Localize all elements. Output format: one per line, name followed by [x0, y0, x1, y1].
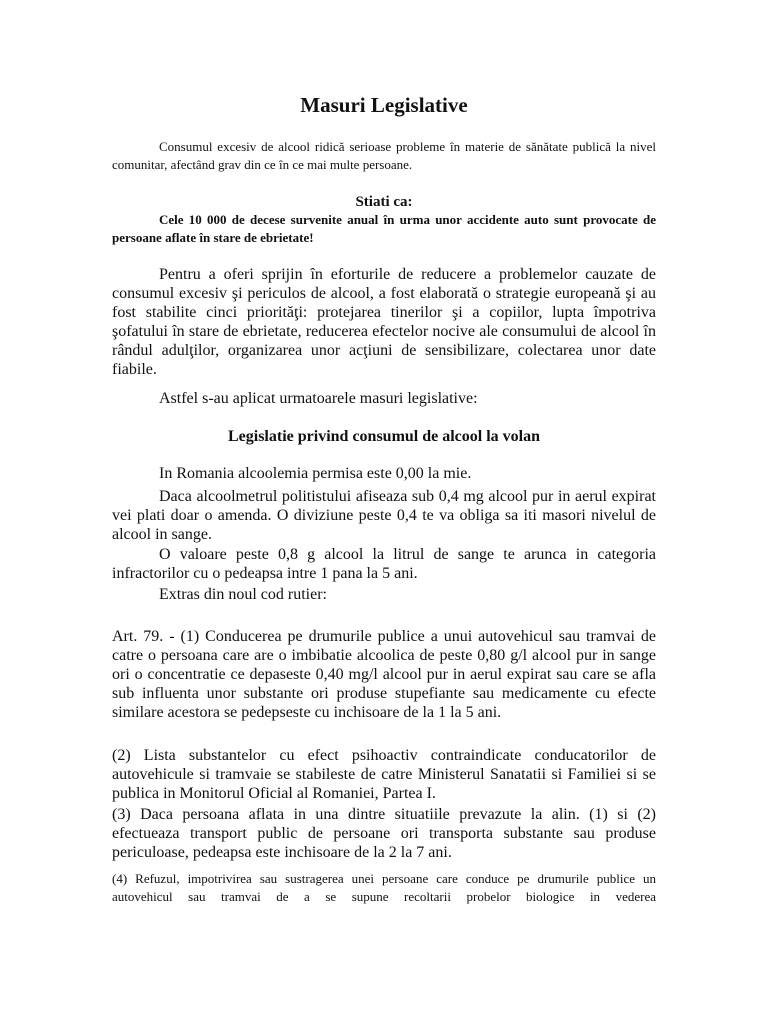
measures-intro-text: Astfel s-au aplicat urmatoarele masuri legislative:	[159, 390, 478, 407]
stiati-text: Cele 10 000 de decese survenite anual în urma unor accidente auto sunt provocate de persoane aflate în stare de ebrietate!	[112, 212, 656, 245]
valoare-paragraph	[112, 545, 656, 583]
romania-text: In Romania alcoolemia permisa este 0,00 la mie.	[159, 465, 472, 482]
extras-text: Extras din noul cod rutier:	[159, 586, 327, 603]
article-79-paragraph-2: (2) Lista substantelor cu efect psihoactiv contraindicate conducatorilor de autovehicule si tramvaie se stabileste de catre Ministerul Sanatatii si Familiei si se publica in Monitorul Oficial al Romaniei, Partea I.	[112, 747, 656, 802]
alcoolmetru-text: Daca alcoolmetrul politistului afiseaza sub 0,4 mg alcool pur in aerul expirat vei plati doar o amenda. O diviziune peste 0,4 te va obliga sa iti masori nivelul de alcool in sange.	[112, 488, 656, 543]
romania-paragraph	[112, 464, 656, 483]
page-title: Masuri Legislative	[300, 93, 468, 117]
article-79-paragraph-4: (4) Refuzul, impotrivirea sau sustragerea unei persoane care conduce pe drumurile publice un autovehicul sau tramvai de a se supune recoltarii probelor biologice in vederea	[112, 871, 656, 904]
article-79-paragraph-3: (3) Daca persoana aflata in una dintre situatiile prevazute la alin. (1) si (2) efectueaza transport public de persoane ori transporta substante sau produse periculoase, pedeapsa este inchisoare de la 2 la 7 ani.	[112, 806, 656, 861]
measures-intro-paragraph	[112, 389, 656, 408]
stiati-heading: Stiati ca:	[355, 194, 413, 210]
intro-paragraph	[112, 138, 656, 174]
stiati-paragraph	[112, 211, 656, 247]
extras-paragraph	[112, 585, 656, 604]
intro-text: Consumul excesiv de alcool ridică serioase probleme în materie de sănătate publică la nivel comunitar, afectând grav din ce în ce mai multe persoane.	[112, 139, 656, 172]
strategy-paragraph	[112, 265, 656, 379]
strategy-text: Pentru a oferi sprijin în eforturile de reducere a problemelor cauzate de consumul excesiv şi periculos de alcool, a fost elaborată o strategie europeană şi au fost stabilite cinci priorităţi: protejarea tinerilor şi a copiilor, lupta împotriva şofatului în stare de ebrietate, reducerea efectelor nocive ale consumului de alcool în rândul adulţilor, organizarea unor acţiuni de sensibilizare, colectarea unor date fiabile.	[112, 266, 656, 378]
alcoolmetru-paragraph	[112, 487, 656, 544]
valoare-text: O valoare peste 0,8 g alcool la litrul de sange te arunca in categoria infractorilor cu o pedeapsa intre 1 pana la 5 ani.	[112, 546, 656, 582]
section-heading: Legislatie privind consumul de alcool la volan	[227, 428, 541, 445]
article-79-paragraph-1: Art. 79. - (1) Conducerea pe drumurile publice a unui autovehicul sau tramvai de catre o persoana care are o imbibatie alcoolica de peste 0,80 g/l alcool pur in sange ori o concentratie ce depaseste 0,40 mg/l alcool pur in aerul expirat sau care se afla sub influenta unor substante ori produse stupefiante sau medicamente cu efecte similare acestora se pedepseste cu inchisoare de la 1 la 5 ani.	[112, 628, 656, 721]
